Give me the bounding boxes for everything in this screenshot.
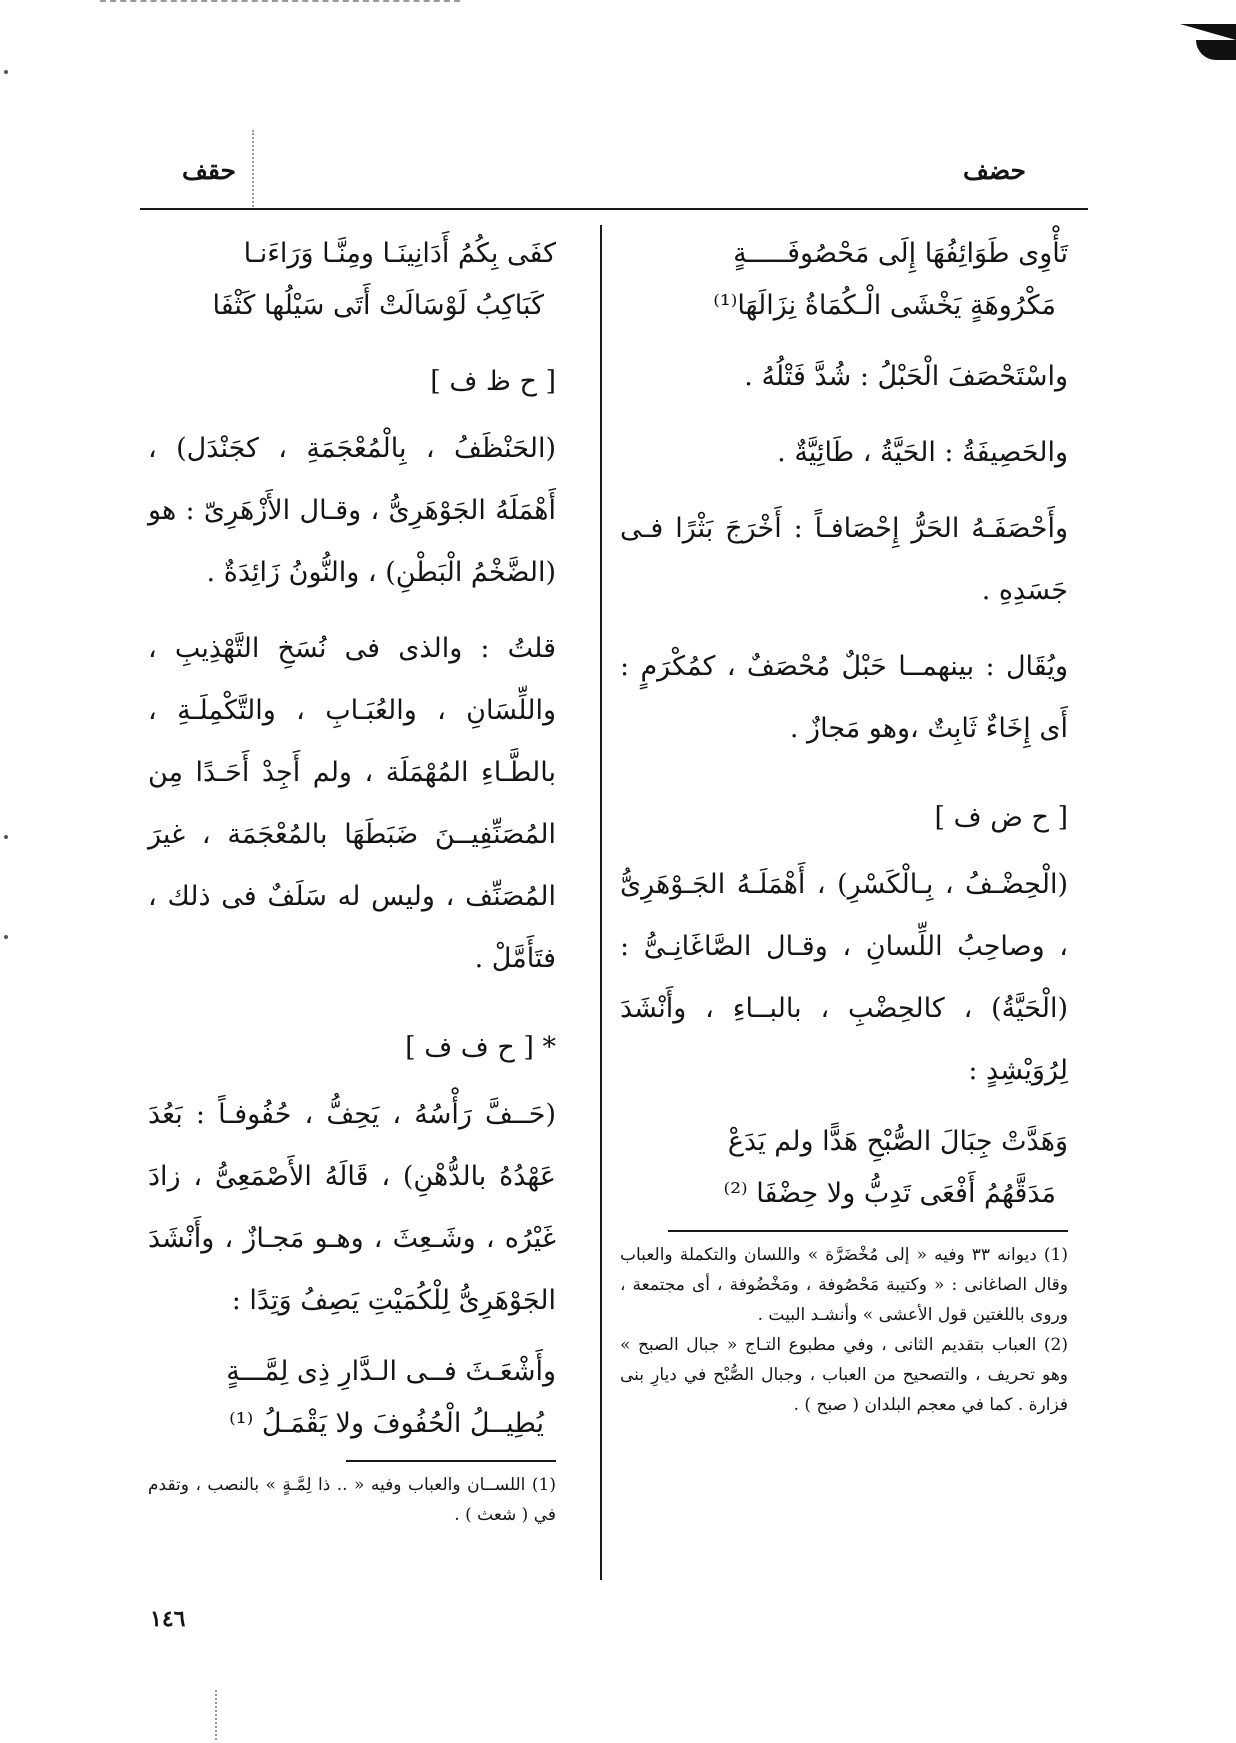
footnote-text: العباب بتقديم الثانى ، وفي مطبوع التـاج « جبال الصبح » وهو تحريف ، والتصحيح من العباب ، وجبال الصُّبْح في ديارِ بنى فزارة . كما في معجم البلدان ( صبح ) . <box>620 1335 1068 1415</box>
scan-artifact-dot <box>4 835 8 839</box>
footnote-number: (1) <box>1043 1245 1069 1265</box>
left-column <box>148 228 556 1530</box>
footnote-number: (2) <box>1043 1335 1069 1355</box>
entry-paragraph: ويُقَال : بينهمــا حَبْلٌ مُحْصَفٌ ، كمُكْرَمٍ : أَى إِخَاءٌ ثَابِتٌ ،وهو مَجازٌ . <box>620 651 1068 744</box>
verse-line: وأَشْعَـثَ فــى الـدَّارِ ذِى لِمَّـــةٍ <box>226 1356 556 1387</box>
footnote <box>148 1470 556 1530</box>
root-heading: [ ح ظ ف ] <box>430 366 556 397</box>
scan-artifact-dot <box>4 935 8 939</box>
verse-line: تَأْوِى طَوَائِفُهَا إِلَى مَحْصُوفَـــــةٍ <box>733 238 1068 269</box>
entry-paragraph: وأَحْصَفَـهُ الحَرُّ إِحْصَافـاً : أَخْرَجَ بَثْرًا فـى جَسَدِهِ . <box>620 513 1068 606</box>
spacer <box>620 332 1068 346</box>
footnote <box>620 1240 1068 1330</box>
spacer <box>620 408 1068 422</box>
spacer <box>148 604 556 618</box>
entry-paragraph: (حَــفَّ رَأْسُهُ ، يَحِفُّ ، حُفُوفـاً : بَعُدَ عَهْدُهُ بالدُّهْنِ) ، قَالَهُ الأَصْمَعِىُّ ، زادَ غَيْرُه ، وشَـعِثَ ، وهـو مَجـازٌ ، وأَنْشَدَ الجَوْهَرِىُّ لِلْكُمَيْتِ يَصِفُ وَتِدًا : <box>148 1099 556 1316</box>
scan-artifact-dots <box>252 130 256 210</box>
right-column <box>620 228 1068 1420</box>
scan-artifact-dots <box>215 1690 235 1740</box>
footnote-rule <box>668 1230 1068 1232</box>
spacer <box>148 1332 556 1346</box>
spacer <box>620 484 1068 498</box>
spacer <box>148 990 556 1012</box>
scan-artifact-top <box>100 0 460 4</box>
scan-artifact-corner <box>1180 24 1236 40</box>
verse-line: كفَى بِكُمُ أَدَانِينَـا ومِنَّـا وَرَاءَنـا <box>243 238 556 269</box>
scan-artifact-corner-tail <box>1196 40 1236 60</box>
scan-artifact-dot <box>4 70 8 74</box>
verse-line: يُطِيــلُ الْحُفُوفَ ولا يَقْمَـلُ ⁽¹⁾ <box>229 1408 544 1439</box>
entry-paragraph: واسْتَحْصَفَ الْحَبْلُ : شُدَّ فَتْلُهُ . <box>744 361 1068 392</box>
spacer <box>620 1102 1068 1116</box>
entry-paragraph: قلتُ : والذى فى نُسَخِ التَّهْذِيبِ ، واللِّسَانِ ، والعُبَـابِ ، والتَّكْمِلَـةِ ، بالطَّـاءِ المُهْمَلَة ، ولم أَجِدْ أَحَـدًا مِن المُصَنِّفِيــنَ ضَبَطَهَا بالمُعْجَمَة ، غيرَ المُصَنِّف ، وليس له سَلَفٌ فى ذلك ، فتَأَمَّلْ . <box>148 633 556 974</box>
verse-line: كَبَاكِبُ لَوْسَالَتْ أَتَى سَيْلُها كَثْفَا <box>212 290 544 321</box>
page-number: ١٤٦ <box>150 1606 186 1632</box>
entry-paragraph: (الحَنْظَفُ ، بِالْمُعْجَمَةِ ، كجَنْدَل) ، أَهْمَلَهُ الجَوْهَرِىُّ ، وقـال الأَزْهَرِىّ : هو (الضَّخْمُ الْبَطْنِ) ، والنُّونُ زَائِدَةٌ . <box>148 433 556 588</box>
entry-paragraph: (الْحِضْـفُ ، بِـالْكَسْرِ) ، أَهْمَلَـهُ الجَـوْهَرِىُّ ، وصاحِبُ اللِّسانِ ، وقـال الصَّاغَانِـىُّ : (الْحَيَّةُ) ، كالحِضْبِ ، بالبــاءِ ، وأَنْشَدَ لِرُوَيْشِدٍ : <box>620 869 1068 1086</box>
footnote-text: اللســان والعباب وفيه « .. ذا لِمَّـةٍ » بالنصب ، وتقدم في ( شعث ) . <box>148 1475 556 1525</box>
spacer <box>148 332 556 346</box>
footnote <box>620 1330 1068 1420</box>
spacer <box>620 622 1068 636</box>
entry-paragraph: والحَصِيفَةُ : الحَيَّةُ ، طَائِيَّةٌ . <box>777 437 1068 468</box>
header-rule <box>140 208 1088 210</box>
verse-line: مَدَقَّهُمُ أَفْعَى تَدِبُّ ولا حِضْفَا ⁽²⁾ <box>723 1178 1056 1209</box>
verse-line: وَهَدَّتْ جِبَالَ الصُّبْحِ هَدًّا ولم يَدَعْ <box>727 1126 1068 1157</box>
running-head-left: حقف <box>182 156 236 185</box>
verse-line: مَكْرُوهَةٍ يَخْشَى الْـكُمَاةُ نِزَالَهَا⁽¹⁾ <box>713 290 1056 321</box>
footnote-number: (1) <box>531 1475 556 1495</box>
column-divider <box>600 225 602 1580</box>
footnote-rule <box>346 1460 556 1462</box>
running-head-right: حضف <box>962 156 1026 185</box>
root-heading: * [ ح ف ف ] <box>405 1032 556 1063</box>
spacer <box>620 760 1068 782</box>
root-heading: [ ح ض ف ] <box>934 802 1068 833</box>
footnote-text: ديوانه ٣٣ وفيه « إلى مُخْضَرَّة » واللسان والتكملة والعباب وقال الصاغانى : « وكتيبة مَحْصُوفة ، ومَخْضُوفة ، أى مجتمعة ، وروى باللغتين قول الأعشى » وأنشـد البيت . <box>620 1245 1068 1325</box>
